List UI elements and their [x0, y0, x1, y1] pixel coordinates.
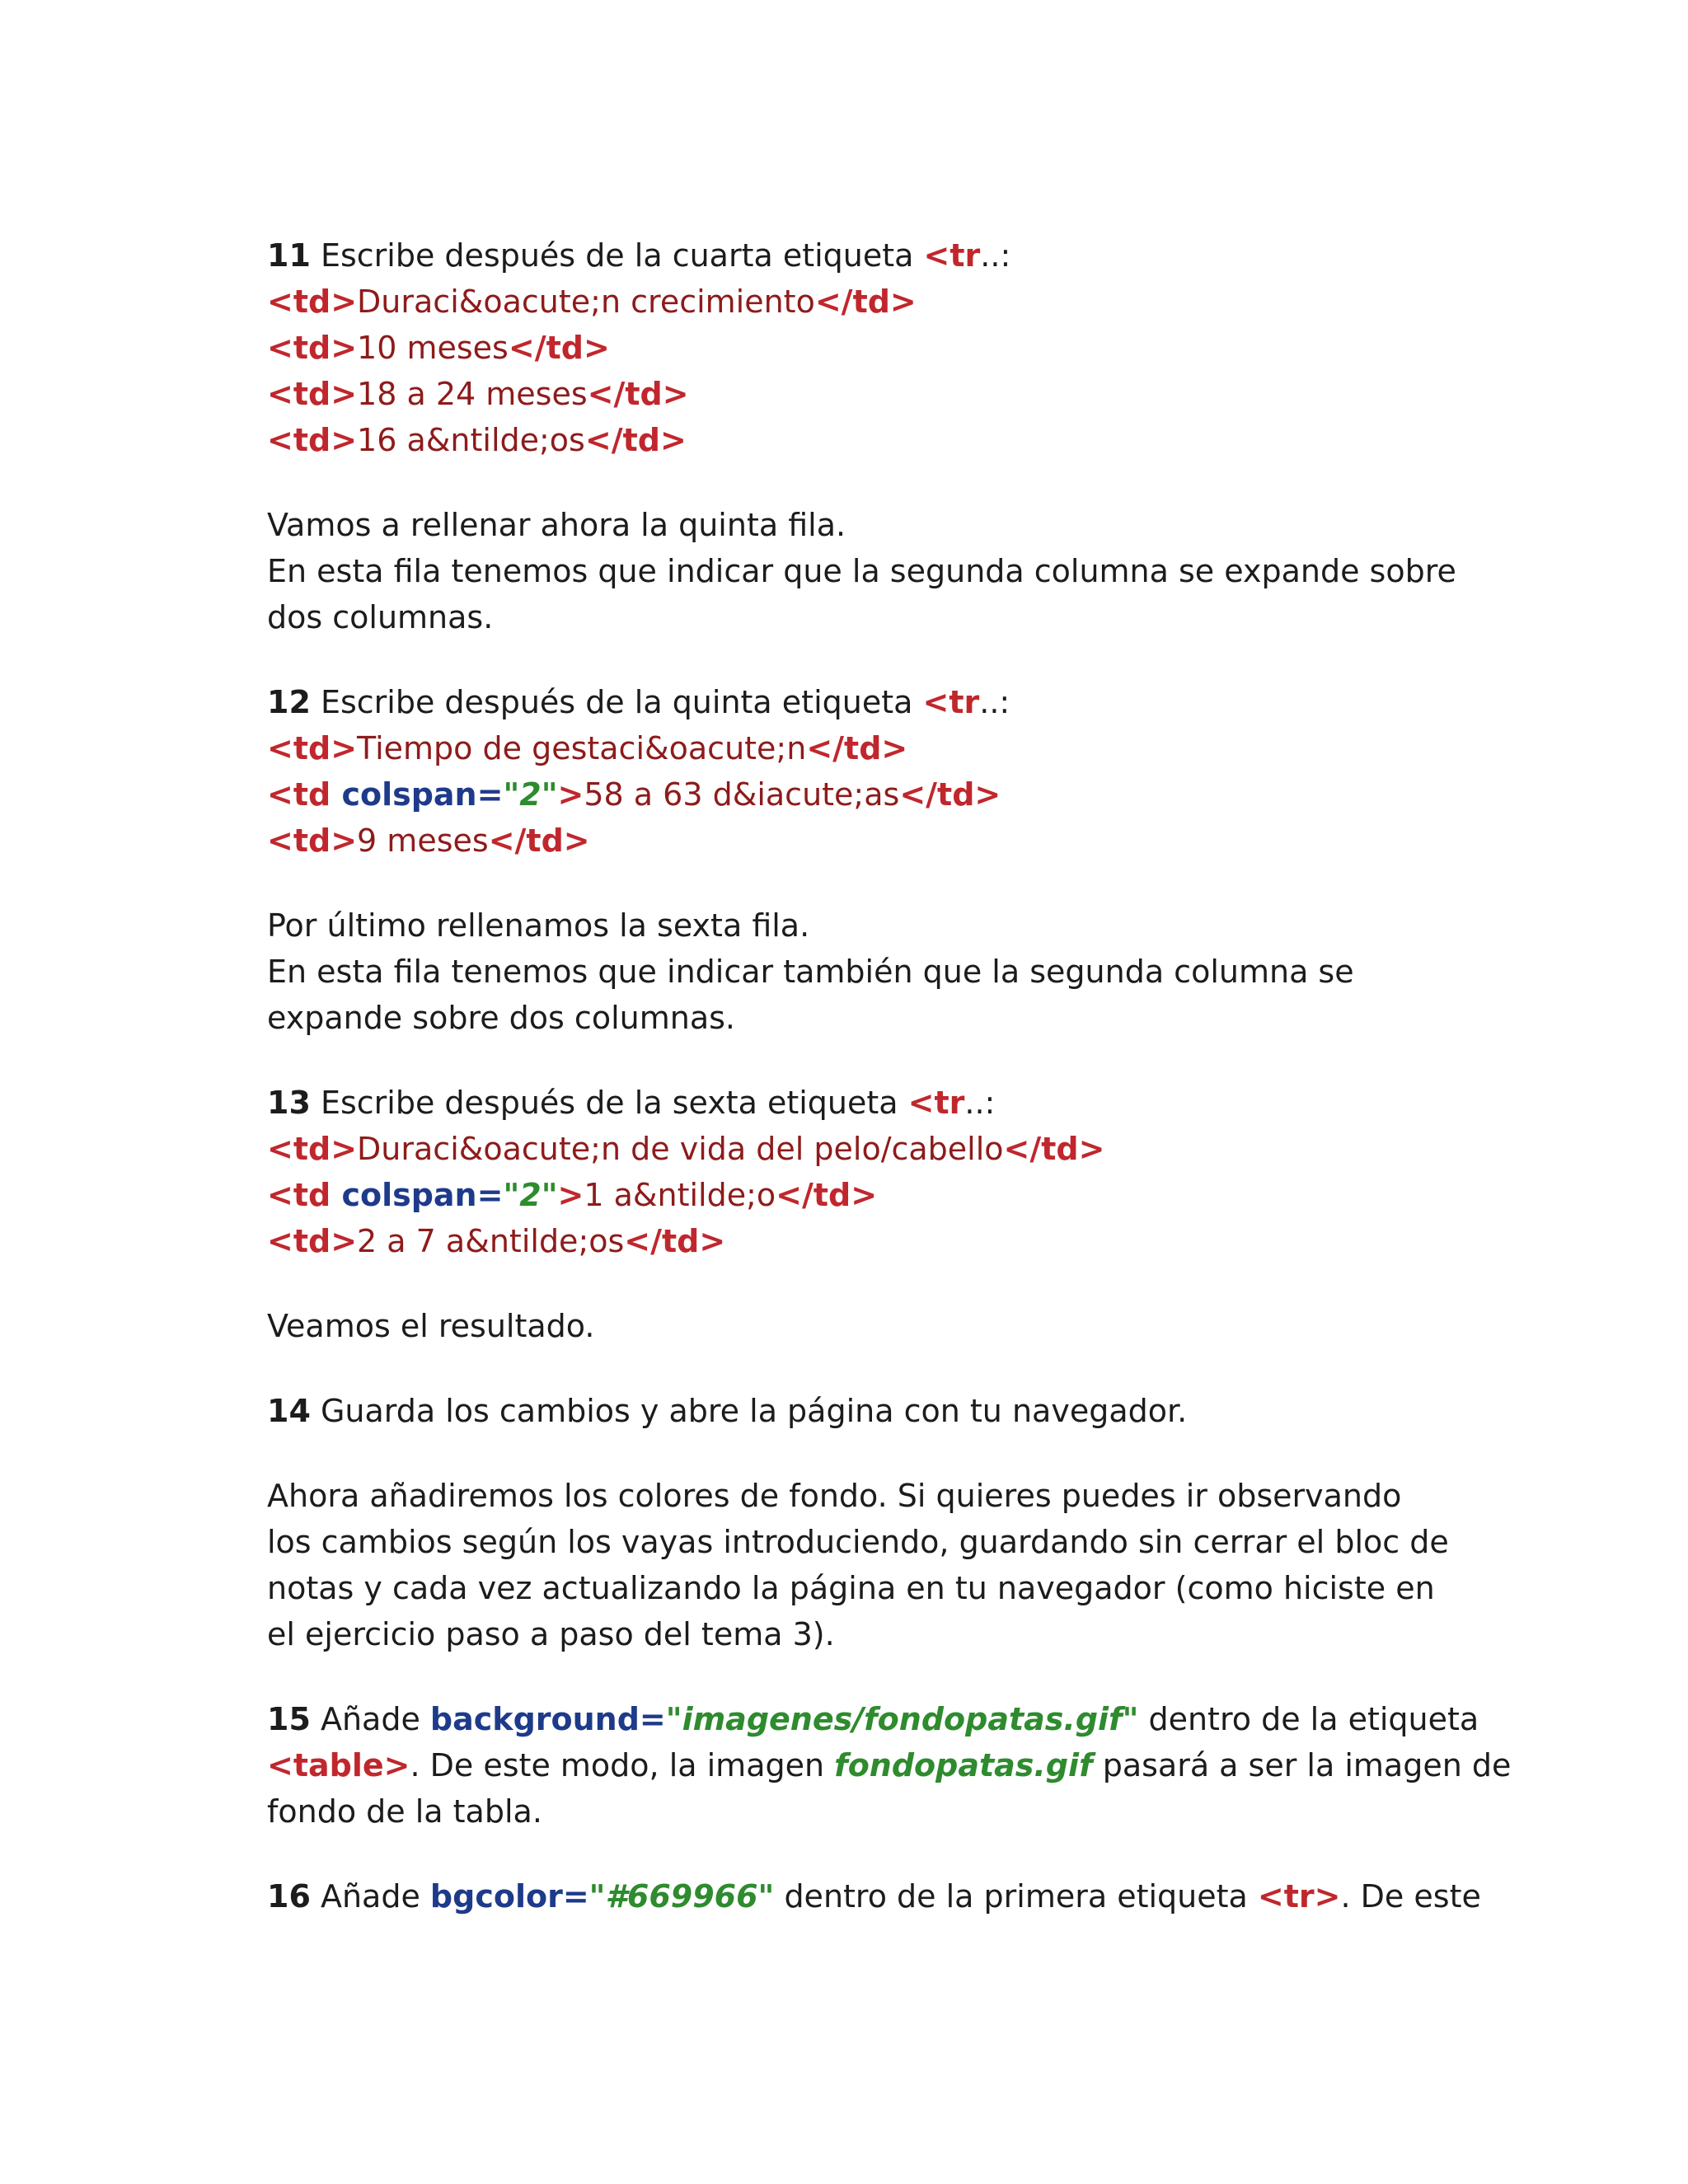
step-11-heading — [267, 232, 1437, 279]
step-text: Escribe después de la quinta etiqueta — [310, 684, 923, 720]
code-line — [267, 818, 1437, 864]
step-number: 12 — [267, 684, 311, 720]
paragraph-colors — [267, 1473, 1449, 1657]
code-content: 18 a 24 meses — [357, 376, 588, 412]
code-tag-open: <td> — [267, 422, 358, 458]
paragraph-line: Por último rellenamos la sexta fila. — [267, 907, 810, 944]
step-suffix: ..: — [980, 237, 1011, 274]
code-tag-open: <td> — [267, 330, 358, 366]
paragraph-line: dos columnas. — [267, 599, 494, 635]
code-value: "2" — [503, 776, 558, 813]
step-12-heading — [267, 679, 1437, 725]
paragraph-line: Ahora añadiremos los colores de fondo. Si quieres puedes ir observando — [267, 1478, 1402, 1514]
paragraph-line: los cambios según los vayas introduciendo, guardando sin cerrar el bloc de — [267, 1524, 1449, 1560]
code-content: Tiempo de gestaci&oacute;n — [357, 730, 807, 766]
code-tag-gt: > — [557, 776, 584, 813]
step-text: Escribe después de la cuarta etiqueta — [310, 237, 924, 274]
step-text: Añade — [310, 1701, 430, 1737]
code-tag-open: <td> — [267, 376, 358, 412]
code-tag-close: </td> — [508, 330, 610, 366]
step-15-line-1 — [267, 1696, 1479, 1742]
paragraph-line: el ejercicio paso a paso del tema 3). — [267, 1616, 835, 1652]
code-tag-open: <td> — [267, 730, 358, 766]
code-line — [267, 417, 1437, 463]
document-page — [267, 232, 1512, 1958]
step-number: 14 — [267, 1393, 311, 1429]
paragraph-line: En esta fila tenemos que indicar también que la segunda columna se — [267, 954, 1354, 990]
code-content: 10 meses — [357, 330, 509, 366]
step-11 — [267, 232, 1437, 463]
code-tag-close: </td> — [806, 730, 908, 766]
code-line — [267, 1126, 1437, 1172]
code-tag: <tr — [923, 237, 981, 274]
step-12 — [267, 679, 1437, 864]
code-content: 1 a&ntilde;o — [584, 1177, 776, 1213]
code-value: "imagenes/fondopatas.gif" — [665, 1701, 1139, 1737]
code-tag-open: <td — [267, 776, 342, 813]
step-13-heading — [267, 1080, 1437, 1126]
paragraph-line: Veamos el resultado. — [267, 1308, 595, 1344]
code-tag: <table> — [267, 1747, 410, 1783]
code-content: 16 a&ntilde;os — [357, 422, 585, 458]
code-tag-close: </td> — [624, 1223, 726, 1259]
paragraph-line: Vamos a rellenar ahora la quinta fila. — [267, 507, 846, 543]
step-number: 15 — [267, 1701, 311, 1737]
step-text: . De este — [1340, 1878, 1481, 1915]
code-tag-close: </td> — [814, 284, 917, 320]
code-content: Duraci&oacute;n crecimiento — [357, 284, 815, 320]
code-tag-close: </td> — [899, 776, 1001, 813]
paragraph-line: expande sobre dos columnas. — [267, 1000, 735, 1036]
step-16-line-1 — [267, 1873, 1481, 1919]
step-number: 13 — [267, 1085, 311, 1121]
code-tag-close: </td> — [488, 823, 590, 859]
code-attribute: background= — [429, 1701, 666, 1737]
code-line — [267, 1218, 1437, 1264]
code-tag-close: </td> — [776, 1177, 878, 1213]
step-text: . De este modo, la imagen — [410, 1747, 835, 1783]
code-line — [267, 279, 1437, 325]
code-content: Duraci&oacute;n de vida del pelo/cabello — [357, 1131, 1004, 1167]
code-value: fondopatas.gif — [834, 1747, 1093, 1783]
step-text: Escribe después de la sexta etiqueta — [310, 1085, 908, 1121]
paragraph-line: notas y cada vez actualizando la página en tu navegador (como hiciste en — [267, 1570, 1435, 1606]
code-content: 9 meses — [357, 823, 489, 859]
step-number: 16 — [267, 1878, 311, 1915]
code-tag-close: </td> — [1003, 1131, 1105, 1167]
code-value: "2" — [503, 1177, 558, 1213]
step-text: Añade — [310, 1878, 430, 1915]
code-line — [267, 325, 1437, 371]
step-suffix: ..: — [964, 1085, 996, 1121]
code-tag-close: </td> — [587, 376, 689, 412]
step-13 — [267, 1080, 1437, 1264]
step-14-heading — [267, 1388, 1437, 1434]
code-tag-open: <td> — [267, 1223, 358, 1259]
step-text: dentro de la etiqueta — [1138, 1701, 1479, 1737]
code-content: 2 a 7 a&ntilde;os — [357, 1223, 625, 1259]
code-line — [267, 725, 1437, 771]
code-attribute: colspan= — [341, 776, 504, 813]
code-tag-open: <td — [267, 1177, 342, 1213]
code-tag: <tr — [907, 1085, 965, 1121]
code-tag-open: <td> — [267, 284, 358, 320]
code-tag-open: <td> — [267, 1131, 358, 1167]
code-value: "#669966" — [588, 1878, 775, 1915]
step-16 — [267, 1873, 1481, 1919]
paragraph-result — [267, 1303, 1437, 1349]
paragraph-line: En esta fila tenemos que indicar que la segunda columna se expande sobre — [267, 553, 1456, 589]
step-suffix: ..: — [979, 684, 1010, 720]
code-tag-gt: > — [557, 1177, 584, 1213]
code-tag-open: <td> — [267, 823, 358, 859]
paragraph-fifth-row — [267, 502, 1456, 640]
step-number: 11 — [267, 237, 311, 274]
step-text: Guarda los cambios y abre la página con tu navegador. — [310, 1393, 1188, 1429]
code-tag: <tr — [922, 684, 980, 720]
paragraph-sixth-row — [267, 902, 1437, 1041]
step-text: dentro de la primera etiqueta — [774, 1878, 1258, 1915]
code-tag: <tr> — [1257, 1878, 1341, 1915]
code-attribute: bgcolor= — [429, 1878, 589, 1915]
step-15 — [267, 1696, 1512, 1835]
code-content: 58 a 63 d&iacute;as — [584, 776, 900, 813]
step-text: pasará a ser la imagen de — [1092, 1747, 1512, 1783]
code-line — [267, 371, 1437, 417]
code-attribute: colspan= — [341, 1177, 504, 1213]
code-line — [267, 771, 1437, 818]
step-14 — [267, 1388, 1437, 1434]
step-15-line-3: fondo de la tabla. — [267, 1793, 542, 1830]
step-15-line-2 — [267, 1742, 1512, 1788]
code-line — [267, 1172, 1437, 1218]
code-tag-close: </td> — [584, 422, 687, 458]
